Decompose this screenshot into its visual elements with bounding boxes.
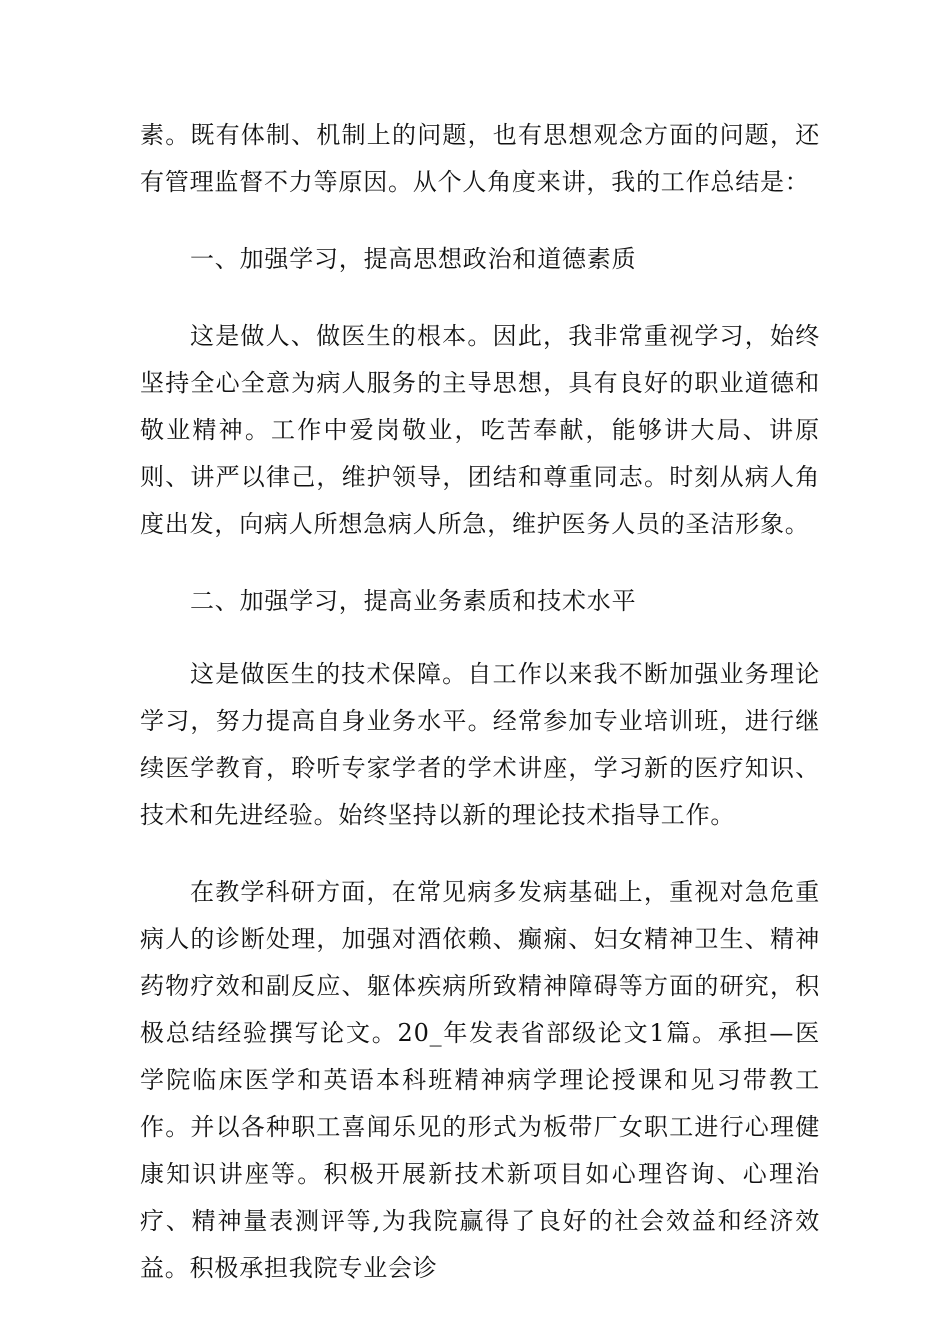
section-heading-1: 一、加强学习，提高思想政治和道德素质: [190, 245, 637, 273]
section-heading-2: 二、加强学习，提高业务素质和技术水平: [190, 587, 637, 615]
paragraph-continuation: 素。既有体制、机制上的问题，也有思想观念方面的问题，还有管理监督不力等原因。从个人角度来讲，我的工作总结是：: [140, 121, 820, 196]
paragraph-body-1: 这是做人、做医生的根本。因此，我非常重视学习，始终坚持全心全意为病人服务的主导思想，具有良好的职业道德和敬业精神。工作中爱岗敬业，吃苦奉献，能够讲大局、讲原则、讲严以律己，维护领导，团结和尊重同志。时刻从病人角度出发，向病人所想急病人所急，维护医务人员的圣洁形象。: [140, 322, 820, 538]
paragraph-body-2: 这是做医生的技术保障。自工作以来我不断加强业务理论学习，努力提高自身业务水平。经常参加专业培训班，进行继续医学教育，聆听专家学者的学术讲座，学习新的医疗知识、技术和先进经验。始终坚持以新的理论技术指导工作。: [140, 660, 820, 829]
paragraph-body-3: 在教学科研方面，在常见病多发病基础上，重视对急危重病人的诊断处理，加强对酒依赖、癫痫、妇女精神卫生、精神药物疗效和副反应、躯体疾病所致精神障碍等方面的研究，积极总结经验撰写论文。20_年发表省部级论文1篇。承担—医学院临床医学和英语本科班精神病学理论授课和见习带教工作。并以各种职工喜闻乐见的形式为板带厂女职工进行心理健康知识讲座等。积极开展新技术新项目如心理咨询、心理治疗、精神量表测评等,为我院赢得了良好的社会效益和经济效益。积极承担我院专业会诊: [140, 878, 820, 1282]
